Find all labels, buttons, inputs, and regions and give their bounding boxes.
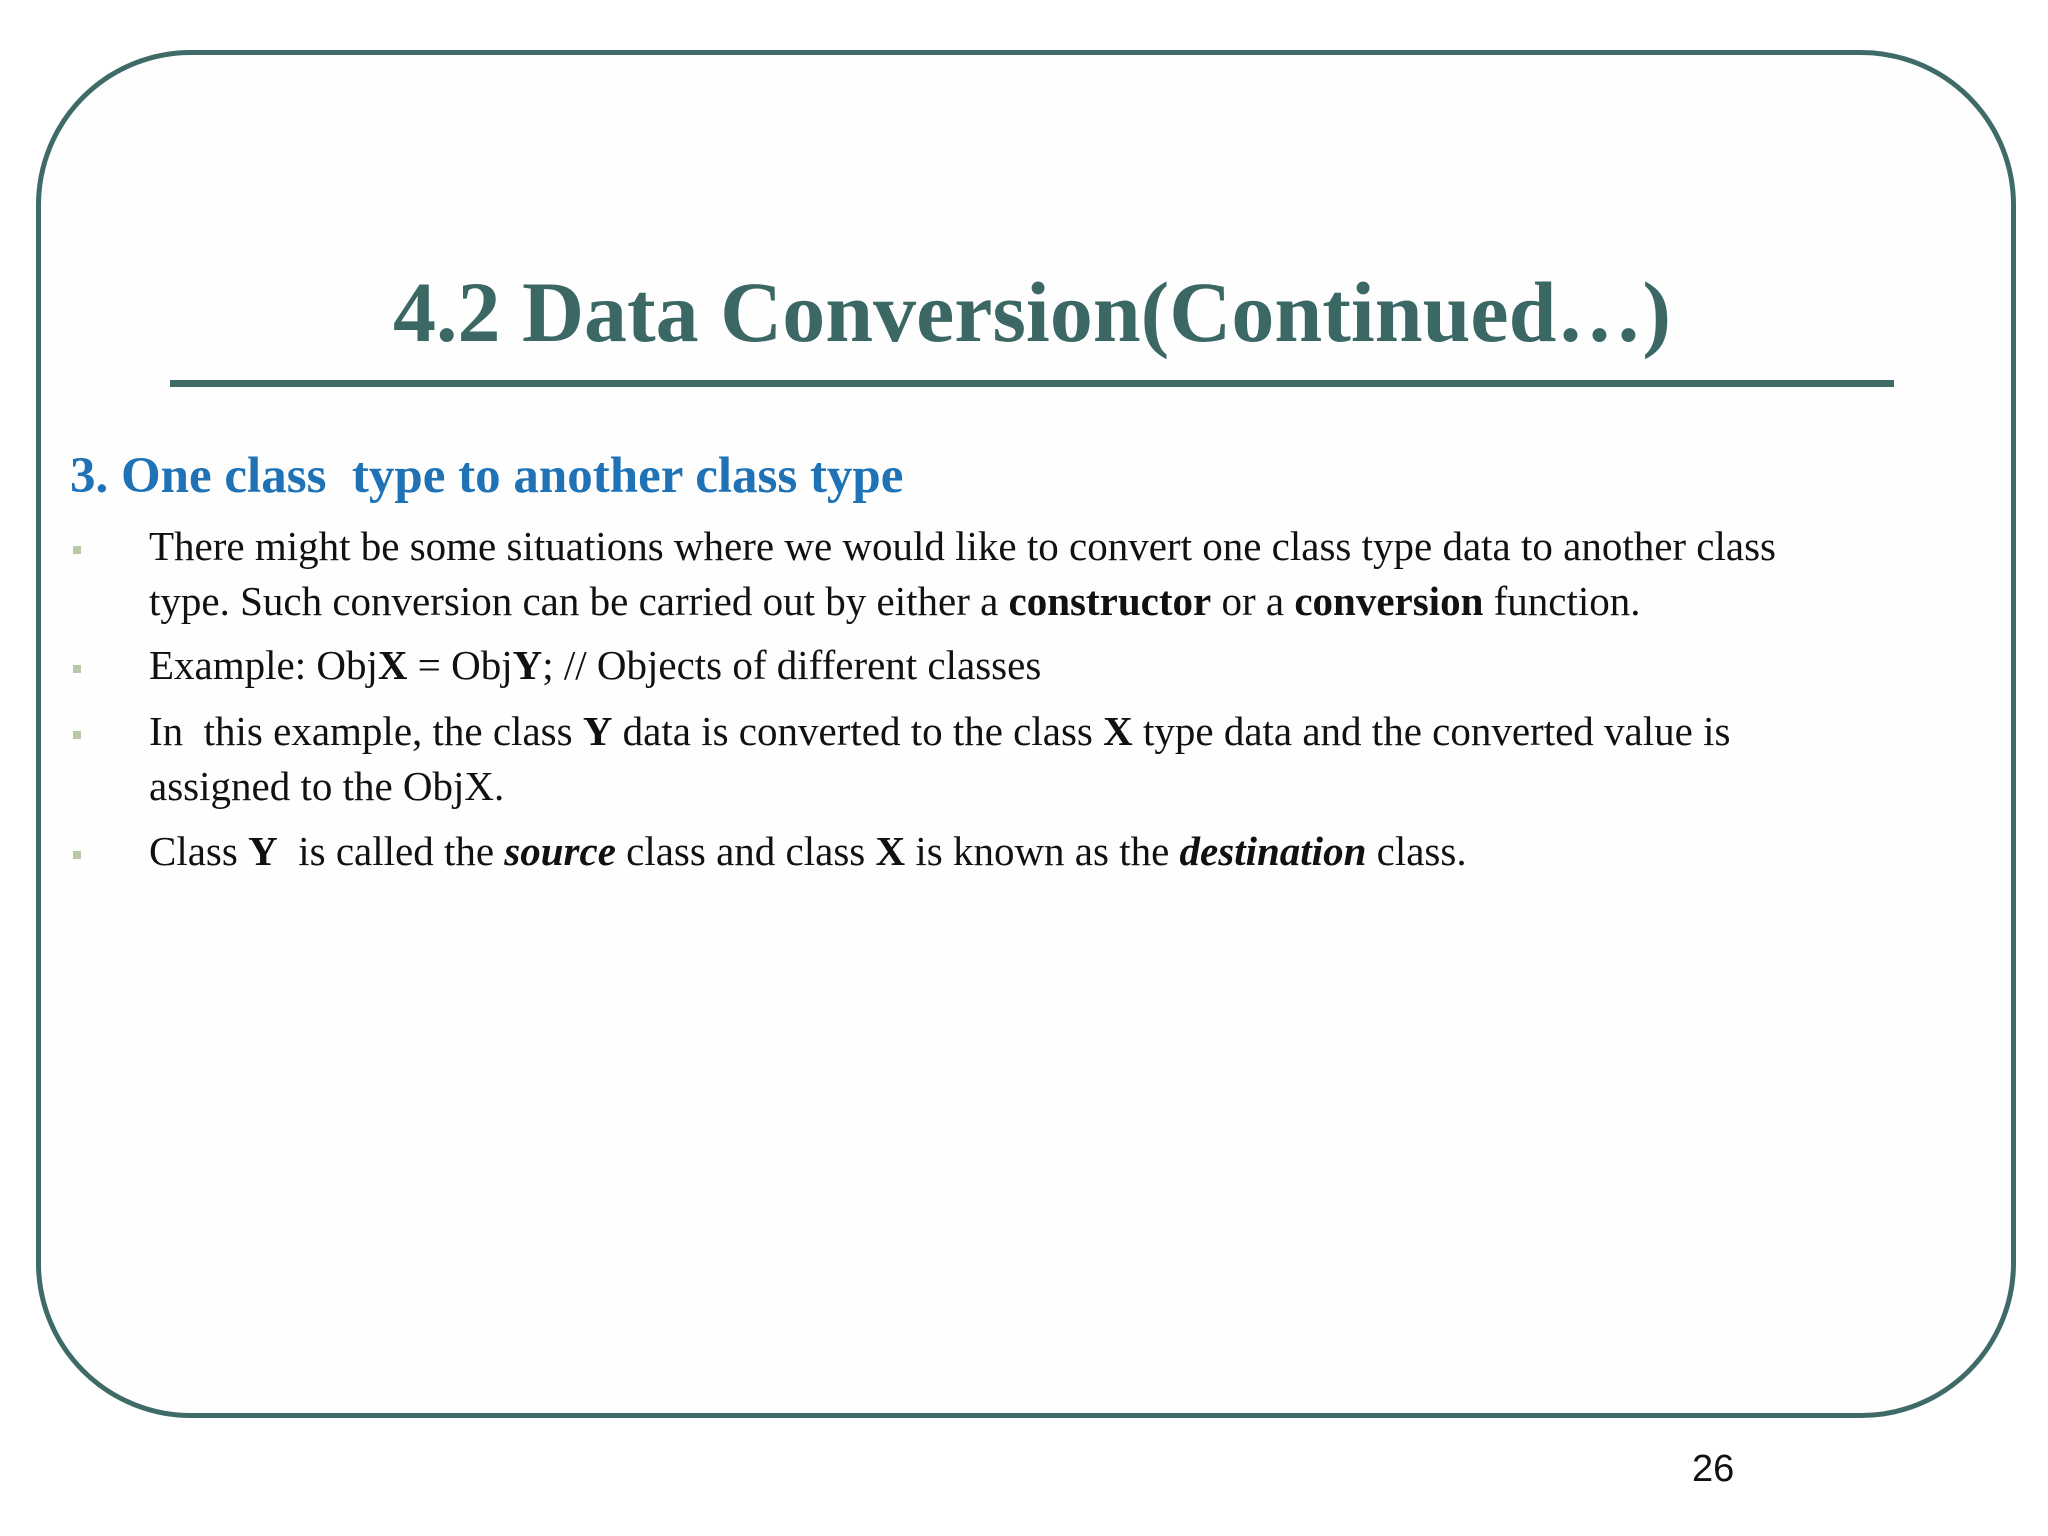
bullet-text-run: is called the [277, 828, 505, 874]
bullet-text-run: In this example, the class [149, 708, 583, 754]
bullet-text-run: type data and the converted value is [1132, 708, 1731, 754]
bullet-text-run: type. Such conversion can be carried out by either a [149, 578, 1009, 624]
bullet-emphasis: Y [248, 828, 278, 874]
slide-title: 4.2 Data Conversion(Continued…) [392, 264, 1672, 360]
bullet-text [149, 519, 1979, 629]
bullet-text-run: assigned to the ObjX. [149, 763, 505, 809]
bullet-emphasis: Y [582, 708, 613, 754]
bullet-text-run: function. [1483, 578, 1641, 624]
section-heading: 3. One class type to another class type [70, 448, 904, 504]
bullet-marker [73, 665, 81, 673]
bullet-text-run: class. [1366, 828, 1467, 874]
bullet-emphasis-italic: destination [1179, 828, 1367, 874]
bullet-text-run: class and class [615, 828, 876, 874]
bullet-emphasis: conversion [1294, 578, 1484, 624]
bullet-emphasis: X [377, 642, 408, 688]
bullet-text [149, 704, 1979, 814]
bullet-text-run: data is converted to the class [612, 708, 1104, 754]
bullet-text-run: There might be some situations where we would like to convert one class type data to another class [149, 523, 1777, 569]
page-number: 26 [1692, 1448, 1735, 1490]
bullet-marker [73, 731, 81, 739]
bullet-text-run: or a [1211, 578, 1295, 624]
bullet-text-run: Class [149, 828, 249, 874]
bullet-text-run: Example: Obj [149, 642, 378, 688]
bullet-marker [73, 546, 81, 554]
bullet-emphasis: X [875, 828, 906, 874]
bullet-emphasis: X [1103, 708, 1133, 754]
bullet-emphasis: constructor [1008, 578, 1212, 624]
bullet-text-run: ; // Objects of different classes [542, 642, 1042, 688]
bullet-marker [73, 851, 81, 859]
bullet-text-run: = Obj [407, 642, 513, 688]
bullet-emphasis: Y [512, 642, 543, 688]
bullet-emphasis-italic: source [504, 828, 616, 874]
bullet-text [149, 824, 1979, 879]
bullet-text-run: is known as the [905, 828, 1180, 874]
bullet-text [149, 638, 1979, 693]
